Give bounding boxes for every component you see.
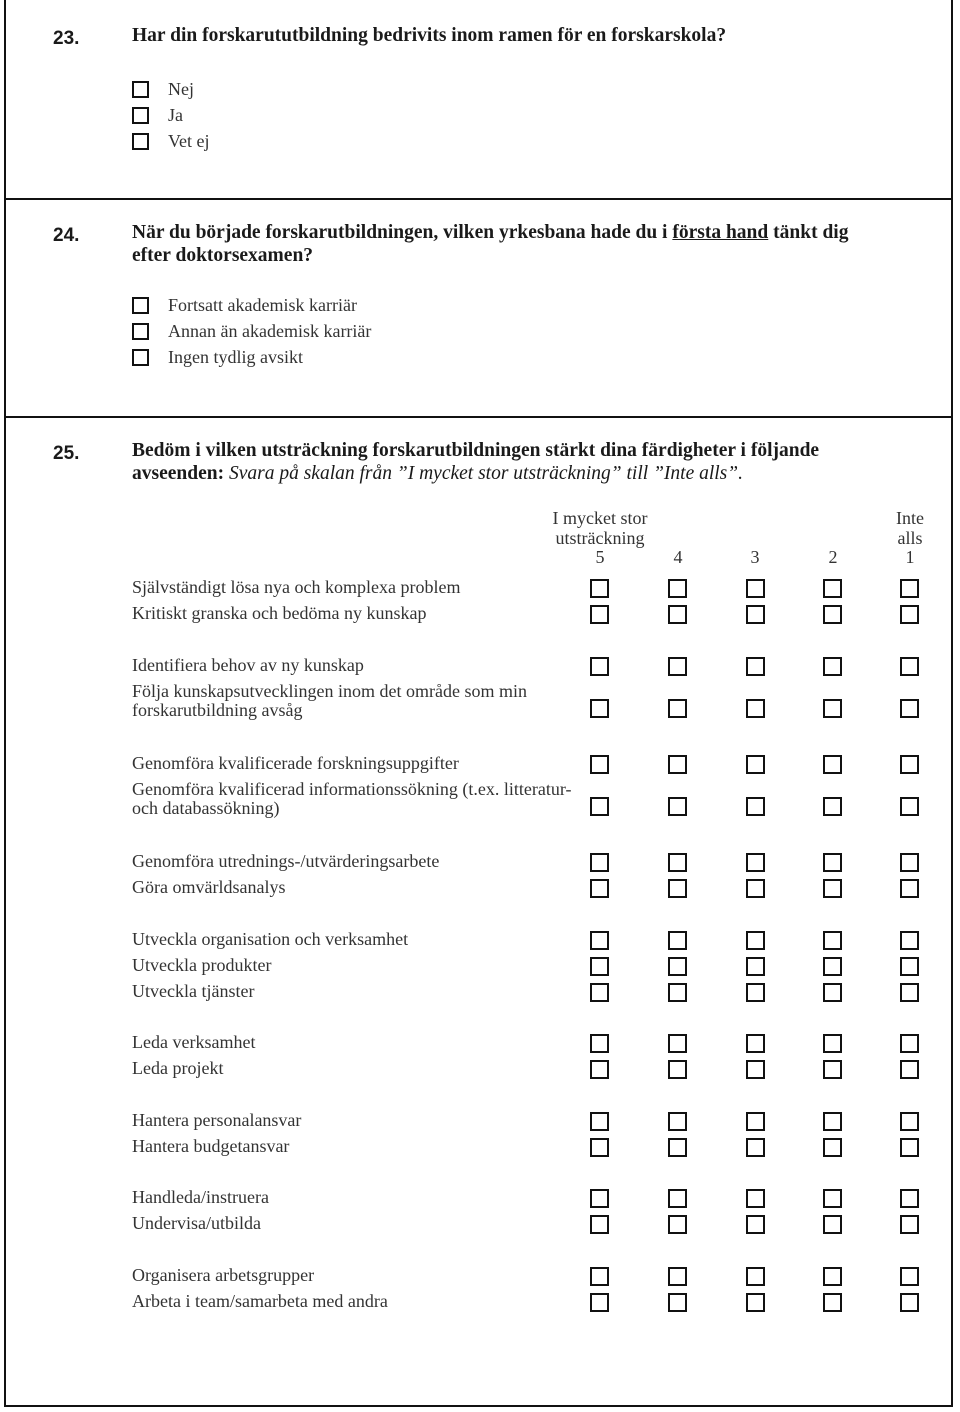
rating-checkbox-2[interactable] xyxy=(823,605,842,624)
rating-checkbox-2[interactable] xyxy=(823,1034,842,1053)
rating-checkbox-5[interactable] xyxy=(590,957,609,976)
rating-checkbox-2[interactable] xyxy=(823,699,842,718)
q24-option-akademisk[interactable] xyxy=(132,294,357,316)
rating-checkbox-2[interactable] xyxy=(823,957,842,976)
rating-row-label: Hantera personalansvar xyxy=(132,1110,302,1130)
rating-checkbox-5[interactable] xyxy=(590,1112,609,1131)
scale-value-2: 2 xyxy=(828,547,838,567)
question-25-text xyxy=(132,439,912,485)
rating-checkbox-2[interactable] xyxy=(823,983,842,1002)
rating-checkbox-1[interactable] xyxy=(900,605,919,624)
rating-checkbox-5[interactable] xyxy=(590,797,609,816)
rating-checkbox-1[interactable] xyxy=(900,1034,919,1053)
rating-checkbox-3[interactable] xyxy=(746,931,765,950)
q23-option-nej[interactable] xyxy=(132,78,194,100)
rating-checkbox-5[interactable] xyxy=(590,983,609,1002)
rating-checkbox-1[interactable] xyxy=(900,1060,919,1079)
rating-row-label: Identifiera behov av ny kunskap xyxy=(132,655,364,675)
rating-checkbox-2[interactable] xyxy=(823,931,842,950)
rating-checkbox-1[interactable] xyxy=(900,853,919,872)
rating-checkbox-2[interactable] xyxy=(823,1215,842,1234)
rating-row-label: Utveckla produkter xyxy=(132,955,272,975)
option-label: Ingen tydlig avsikt xyxy=(168,346,303,367)
scale-value-3: 3 xyxy=(750,547,760,567)
rating-checkbox-5[interactable] xyxy=(590,1138,609,1157)
rating-checkbox-4[interactable] xyxy=(668,755,687,774)
scale-left-label xyxy=(530,508,670,548)
question-24-text-b: tänkt dig efter doktorsexamen? xyxy=(132,222,849,266)
rating-checkbox-5[interactable] xyxy=(590,853,609,872)
question-23-text: Har din forskarututbildning bedrivits inom ramen för en forskarskola? xyxy=(132,25,727,46)
rating-row-label: Handleda/instruera xyxy=(132,1187,269,1207)
scale-value-5: 5 xyxy=(595,547,605,567)
rating-row-label: Organisera arbetsgrupper xyxy=(132,1265,315,1285)
question-24-number: 24. xyxy=(53,225,80,246)
checkbox[interactable] xyxy=(132,323,149,340)
rating-checkbox-5[interactable] xyxy=(590,1293,609,1312)
rating-checkbox-3[interactable] xyxy=(746,657,765,676)
question-24-emphasis: första hand xyxy=(672,222,769,243)
checkbox[interactable] xyxy=(132,81,149,98)
rating-row-label: Leda projekt xyxy=(132,1058,224,1078)
rating-checkbox-4[interactable] xyxy=(668,579,687,598)
rating-checkbox-3[interactable] xyxy=(746,1034,765,1053)
rating-checkbox-3[interactable] xyxy=(746,1293,765,1312)
question-25-instruction: Svara på skalan från ”I mycket stor utsträckning” till ”Inte alls”. xyxy=(228,463,743,484)
rating-checkbox-4[interactable] xyxy=(668,1189,687,1208)
rating-checkbox-5[interactable] xyxy=(590,1034,609,1053)
rating-checkbox-1[interactable] xyxy=(900,931,919,950)
option-label: Ja xyxy=(168,104,183,125)
rating-checkbox-2[interactable] xyxy=(823,879,842,898)
checkbox[interactable] xyxy=(132,107,149,124)
rating-checkbox-5[interactable] xyxy=(590,579,609,598)
rating-checkbox-1[interactable] xyxy=(900,1138,919,1157)
rating-checkbox-1[interactable] xyxy=(900,797,919,816)
rating-checkbox-5[interactable] xyxy=(590,657,609,676)
scale-value-4: 4 xyxy=(673,547,683,567)
rating-checkbox-3[interactable] xyxy=(746,879,765,898)
question-25-number: 25. xyxy=(53,443,80,464)
rating-checkbox-3[interactable] xyxy=(746,1215,765,1234)
rating-checkbox-4[interactable] xyxy=(668,1267,687,1286)
rating-checkbox-2[interactable] xyxy=(823,1267,842,1286)
scale-value-1: 1 xyxy=(905,547,915,567)
q23-option-ja[interactable] xyxy=(132,104,183,126)
rating-checkbox-2[interactable] xyxy=(823,1138,842,1157)
rating-checkbox-5[interactable] xyxy=(590,879,609,898)
rating-row-label: Undervisa/utbilda xyxy=(132,1213,261,1233)
rating-row-label: Leda verksamhet xyxy=(132,1032,256,1052)
rating-checkbox-1[interactable] xyxy=(900,879,919,898)
rating-checkbox-4[interactable] xyxy=(668,853,687,872)
rating-checkbox-4[interactable] xyxy=(668,699,687,718)
rating-checkbox-5[interactable] xyxy=(590,1189,609,1208)
rating-checkbox-5[interactable] xyxy=(590,931,609,950)
rating-checkbox-4[interactable] xyxy=(668,1034,687,1053)
checkbox[interactable] xyxy=(132,297,149,314)
rating-checkbox-1[interactable] xyxy=(900,1293,919,1312)
rating-checkbox-2[interactable] xyxy=(823,1060,842,1079)
rating-checkbox-4[interactable] xyxy=(668,1060,687,1079)
scale-right-line1: Inte xyxy=(896,508,924,528)
question-25-main: Bedöm i vilken utsträckning forskarutbildningen stärkt dina färdigheter i följande avseenden: xyxy=(132,440,820,484)
rating-checkbox-3[interactable] xyxy=(746,1189,765,1208)
rating-checkbox-3[interactable] xyxy=(746,755,765,774)
rating-checkbox-4[interactable] xyxy=(668,983,687,1002)
scale-right-line2: alls xyxy=(897,528,923,548)
rating-checkbox-4[interactable] xyxy=(668,879,687,898)
rating-checkbox-2[interactable] xyxy=(823,1112,842,1131)
rating-checkbox-2[interactable] xyxy=(823,1293,842,1312)
rating-checkbox-1[interactable] xyxy=(900,1112,919,1131)
q24-option-ingen[interactable] xyxy=(132,346,303,368)
rating-checkbox-4[interactable] xyxy=(668,1215,687,1234)
rating-checkbox-3[interactable] xyxy=(746,579,765,598)
rating-row-label: Hantera budgetansvar xyxy=(132,1136,290,1156)
rating-checkbox-2[interactable] xyxy=(823,853,842,872)
rating-checkbox-3[interactable] xyxy=(746,1060,765,1079)
scale-left-line1: I mycket stor xyxy=(552,508,648,528)
rating-checkbox-1[interactable] xyxy=(900,579,919,598)
rating-row-label: Genomföra kvalificerad informationssökning (t.ex. litteratur- och databassökning) xyxy=(132,779,572,818)
option-label: Annan än akademisk karriär xyxy=(168,320,372,341)
rating-checkbox-3[interactable] xyxy=(746,605,765,624)
rating-checkbox-1[interactable] xyxy=(900,1215,919,1234)
checkbox[interactable] xyxy=(132,349,149,366)
rating-row-label: Självständigt lösa nya och komplexa problem xyxy=(132,577,461,597)
rating-checkbox-5[interactable] xyxy=(590,1060,609,1079)
scale-right-label xyxy=(870,508,950,548)
q23-option-vet-ej[interactable] xyxy=(132,130,209,152)
q24-option-annan[interactable] xyxy=(132,320,371,342)
option-label: Vet ej xyxy=(168,130,210,151)
rating-row-label: Följa kunskapsutvecklingen inom det område som min forskarutbildning avsåg xyxy=(132,681,527,720)
option-label: Nej xyxy=(168,78,194,99)
rating-checkbox-2[interactable] xyxy=(823,579,842,598)
rating-checkbox-1[interactable] xyxy=(900,957,919,976)
rating-checkbox-3[interactable] xyxy=(746,983,765,1002)
rating-checkbox-5[interactable] xyxy=(590,1215,609,1234)
rating-checkbox-1[interactable] xyxy=(900,699,919,718)
rating-checkbox-1[interactable] xyxy=(900,755,919,774)
rating-checkbox-3[interactable] xyxy=(746,1112,765,1131)
rating-row-label: Genomföra utrednings-/utvärderingsarbete xyxy=(132,851,440,871)
rating-checkbox-4[interactable] xyxy=(668,657,687,676)
rating-checkbox-4[interactable] xyxy=(668,1138,687,1157)
rating-checkbox-2[interactable] xyxy=(823,755,842,774)
checkbox[interactable] xyxy=(132,133,149,150)
rating-checkbox-4[interactable] xyxy=(668,1112,687,1131)
rating-checkbox-3[interactable] xyxy=(746,699,765,718)
question-24-text xyxy=(132,221,852,267)
rating-checkbox-4[interactable] xyxy=(668,1293,687,1312)
scale-left-line2: utsträckning xyxy=(555,528,645,548)
rating-row-label: Utveckla organisation och verksamhet xyxy=(132,929,409,949)
rating-checkbox-2[interactable] xyxy=(823,797,842,816)
rating-checkbox-3[interactable] xyxy=(746,1267,765,1286)
rating-checkbox-4[interactable] xyxy=(668,957,687,976)
question-24-text-a: När du började forskarutbildningen, vilken yrkesbana hade du i xyxy=(132,222,673,243)
rating-checkbox-3[interactable] xyxy=(746,957,765,976)
rating-checkbox-2[interactable] xyxy=(823,657,842,676)
rating-checkbox-4[interactable] xyxy=(668,797,687,816)
rating-checkbox-1[interactable] xyxy=(900,983,919,1002)
rating-row-label: Arbeta i team/samarbeta med andra xyxy=(132,1291,388,1311)
question-23-number: 23. xyxy=(53,28,80,49)
option-label: Fortsatt akademisk karriär xyxy=(168,294,357,315)
rating-checkbox-1[interactable] xyxy=(900,1189,919,1208)
rating-checkbox-5[interactable] xyxy=(590,1267,609,1286)
rating-checkbox-1[interactable] xyxy=(900,1267,919,1286)
rating-checkbox-5[interactable] xyxy=(590,699,609,718)
rating-checkbox-4[interactable] xyxy=(668,931,687,950)
rating-checkbox-1[interactable] xyxy=(900,657,919,676)
rating-checkbox-5[interactable] xyxy=(590,755,609,774)
rating-row-label: Utveckla tjänster xyxy=(132,981,255,1001)
rating-checkbox-4[interactable] xyxy=(668,605,687,624)
rating-checkbox-3[interactable] xyxy=(746,1138,765,1157)
rating-row-label: Göra omvärldsanalys xyxy=(132,877,286,897)
rating-checkbox-3[interactable] xyxy=(746,797,765,816)
rating-checkbox-3[interactable] xyxy=(746,853,765,872)
rating-checkbox-2[interactable] xyxy=(823,1189,842,1208)
divider-q25 xyxy=(4,416,953,418)
rating-row-label: Genomföra kvalificerade forskningsuppgifter xyxy=(132,753,459,773)
divider-q24 xyxy=(4,198,953,200)
rating-checkbox-5[interactable] xyxy=(590,605,609,624)
rating-row-label: Kritiskt granska och bedöma ny kunskap xyxy=(132,603,427,623)
